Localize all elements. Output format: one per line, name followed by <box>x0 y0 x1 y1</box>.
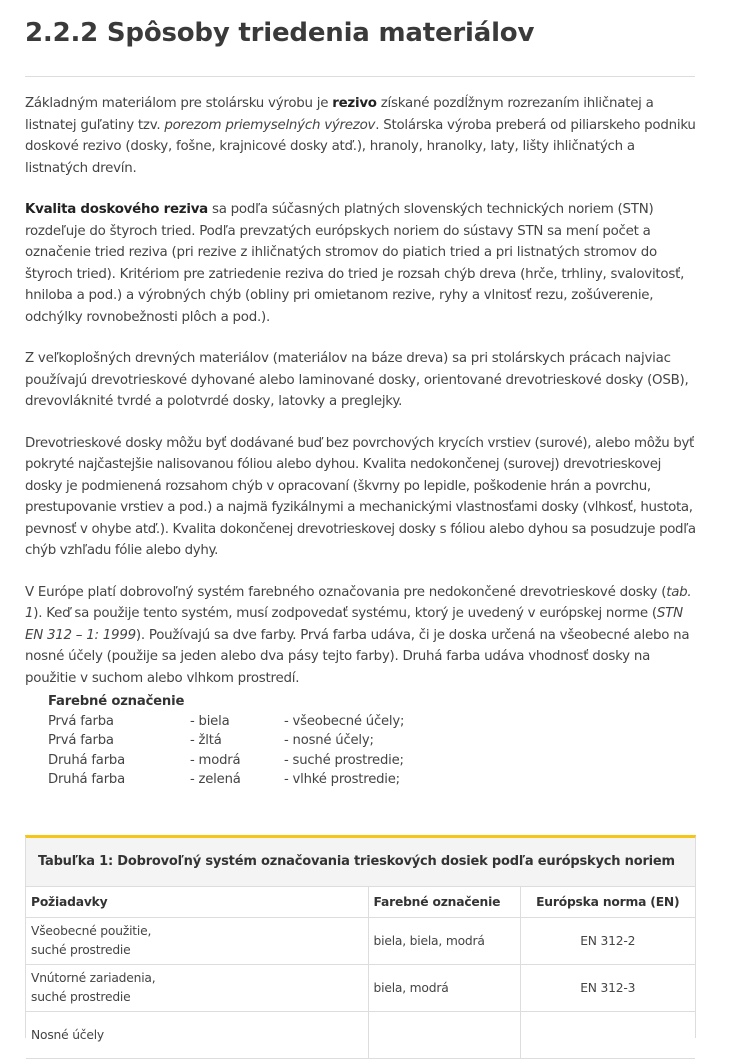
table-caption: Tabuľka 1: Dobrovoľný systém označovania trieskových dosiek podľa európskych noriem <box>26 838 695 887</box>
color-row-label: Druhá farba <box>48 752 125 768</box>
color-list-row <box>48 770 448 790</box>
paragraph-text: Základným materiálom pre stolársku výrobu je <box>25 96 333 111</box>
paragraph-text: V Európe platí dobrovoľný systém farebného označovania pre nedokončené drevotrieskové dosky ( <box>25 584 667 600</box>
paragraph-text: sa podľa súčasných platných slovenských technických noriem (STN) rozdeľuje do štyroch tried. Podľa prevzatých európskych noriem do sústavy STN sa mení počet a označenie tried reziva (pri rezive z ihličnatých stromov do piatich tried a pri listnatých stromov do štyroch tried). Kritériom pre zatriedenie reziva do tried je rozsah chýb dreva (hrče, trhliny, svalovitosť, hniloba a pod.) a výrobných chýb (obliny pri omietanom rezive, ryhy a vlnitosť rezu, zošúverenie, odchýlky rovnobežnosti plôch a pod.). <box>25 202 685 325</box>
color-row-use: - všeobecné účely; <box>284 713 405 729</box>
paragraph-lumber <box>25 93 696 179</box>
italic-reference: STN EN 312 – 1: 1999 <box>25 606 683 643</box>
paragraph-panels: Z veľkoplošných drevných materiálov (materiálov na báze dreva) sa pri stolárskych prácach najviac používajú drevotrieskové dyhované alebo laminované dosky, orientované drevotrieskové dosky (OSB), drevovláknité tvrdé a polotvrdé dosky, latovky a preglejky. <box>25 351 689 409</box>
color-row-color: - modrá <box>190 752 241 768</box>
color-row-color: - zelená <box>190 772 241 787</box>
color-row-color: - biela <box>190 713 230 729</box>
cell-color-marking <box>368 1012 520 1059</box>
paragraph-quality <box>25 199 696 328</box>
column-header-european-norm: Európska norma (EN) <box>520 887 695 918</box>
paragraph-text: . Stolárska výroba preberá od piliarskeho podniku doskové rezivo (dosky, fošne, krajnicové dosky atď.), hranoly, hranolky, laty, lišty ihličnatých a listnatých drevín. <box>25 117 696 176</box>
color-row-label: Prvá farba <box>48 713 114 729</box>
requirement-line: Vnútorné zariadenia, <box>31 971 156 985</box>
color-list-row <box>48 751 448 771</box>
requirement-line: suché prostredie <box>31 990 131 1004</box>
cell-requirement <box>26 918 368 965</box>
paragraph-text: ). Používajú sa dve farby. Prvá farba udáva, či je doska určená na všeobecné alebo na nosné účely (použije sa jeden alebo dva pásy tejto farby). Druhá farba udáva vhodnosť dosky na použitie v suchom alebo vlhkom prostredí. <box>25 627 690 686</box>
article-body <box>25 93 696 709</box>
cell-requirement <box>26 1012 368 1059</box>
section-heading: 2.2.2 Spôsoby triedenia materiálov <box>25 18 535 48</box>
paragraph-text: ). Keď sa použije tento systém, musí zodpovedať systému, ktorý je uvedený v európskej norme ( <box>33 606 657 621</box>
cell-color-marking: biela, biela, modrá <box>368 918 520 965</box>
italic-term: porezom priemyselných výrezov <box>164 117 376 133</box>
requirement-line: Všeobecné použitie, <box>31 924 152 938</box>
color-marking-list <box>48 692 448 790</box>
color-list-title: Farebné označenie <box>48 694 185 709</box>
italic-reference: tab. 1 <box>25 584 692 621</box>
color-row-color: - žltá <box>190 733 222 748</box>
cell-requirement <box>26 965 368 1012</box>
paragraph-chipboard: Drevotrieskové dosky môžu byť dodávané buď bez povrchových krycích vrstiev (surové), alebo môžu byť pokryté najčastejšie nalisovanou fóliou alebo dyhou. Kvalita nedokončenej (surovej) drevotrieskovej dosky je podmienená rozsahom chýb v opracovaní (škvrny po lepidle, poškodenie hrán a povrchu, prestupovanie vrstiev a pod.) a najmä fyzikálnymi a mechanickými vlastnosťami dosky (vlhkosť, hustota, pevnosť v ohybe atď.). Kvalita dokončenej drevotrieskovej dosky s fóliou alebo dyhou sa posudzuje podľa chýb vzhľadu fólie alebo dyhy. <box>25 435 696 558</box>
color-row-use: - suché prostredie; <box>284 752 404 768</box>
color-list-row <box>48 731 448 751</box>
column-header-color-marking: Farebné označenie <box>368 887 520 918</box>
table-row <box>26 1012 695 1059</box>
cell-norm: EN 312-2 <box>520 918 695 965</box>
bold-term: rezivo <box>332 96 377 111</box>
table-header-row <box>26 887 695 918</box>
table-row <box>26 965 695 1012</box>
paragraph-text: získané pozdĺžnym rozrezaním ihličnatej a listnatej guľatiny tzv. <box>25 96 654 133</box>
color-row-use: - vlhké prostredie; <box>284 772 400 787</box>
color-row-label: Prvá farba <box>48 733 114 748</box>
data-table <box>26 887 695 1059</box>
cell-norm <box>520 1012 695 1059</box>
color-system-table <box>25 835 696 1042</box>
table-row <box>26 918 695 965</box>
color-row-label: Druhá farba <box>48 772 125 787</box>
color-row-use: - nosné účely; <box>284 733 374 748</box>
column-header-requirements: Požiadavky <box>26 887 368 918</box>
cell-color-marking: biela, modrá <box>368 965 520 1012</box>
requirement-line: suché prostredie <box>31 943 131 957</box>
color-list-row <box>48 712 448 732</box>
bold-term: Kvalita doskového reziva <box>25 202 208 217</box>
heading-divider <box>25 76 695 77</box>
requirement-line: Nosné účely <box>31 1027 105 1042</box>
paragraph-color-system <box>25 582 696 690</box>
cell-norm: EN 312-3 <box>520 965 695 1012</box>
